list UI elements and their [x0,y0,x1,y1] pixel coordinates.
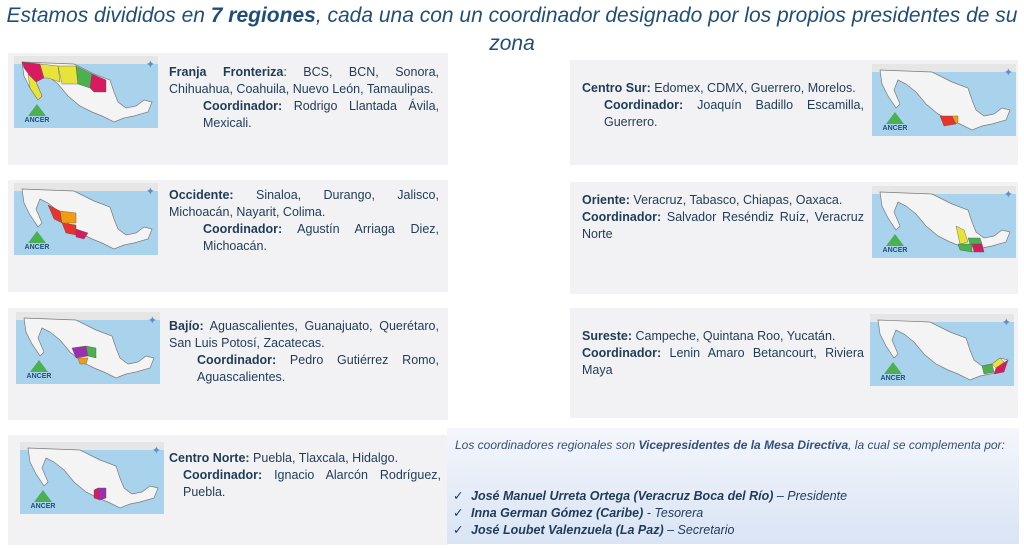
coordinator-label: Coordinador: [604,98,684,112]
coordinator-label: Coordinador: [183,468,263,482]
region-label: Centro Norte: [169,451,250,465]
check-icon: ✓ [453,523,464,537]
compass-icon: ✦ [145,59,155,71]
board-member: ✓ Inna German Gómez (Caribe) - Tesorera [453,506,704,520]
map-oriente [872,186,1016,258]
region-label: Occidente: [169,188,234,202]
ancer-logo-icon [886,112,904,124]
region-label: Franja Fronteriza [169,65,284,79]
ancer-logo-icon [34,490,52,502]
region-states: Campeche, Quintana Roo, Yucatán. [635,329,836,343]
region-label: Centro Sur: [582,81,651,95]
region-states: Puebla, Tlaxcala, Hidalgo. [253,451,399,465]
ancer-logo: ANCER [22,360,56,380]
board-members-list [453,488,847,539]
board-member: ✓ José Loubet Valenzuela (La Paz) – Secretario [453,523,735,537]
region-states: Aguascalientes, Guanajuato, Querétaro, San Luis Potosí, Zacatecas. [169,319,439,350]
ancer-logo: ANCER [878,234,912,254]
compass-icon: ✦ [151,445,161,457]
compass-icon: ✦ [1001,317,1011,329]
coordinator-name: Salvador Reséndiz Ruíz, Veracruz Norte [582,210,864,241]
ancer-logo-icon [30,360,48,372]
coordinator-name: Ignacio Alarcón Rodríguez, Puebla. [183,468,441,499]
compass-icon: ✦ [147,315,157,327]
region-franja-text: Franja Fronteriza: BCS, BCN, Sonora, Chihuahua, Coahuila, Nuevo León, Tamaulipas. Coordinador: Rodrigo Llantada Ávila, Mexicali. [169,65,439,130]
region-states: BCS, BCN, Sonora, Chihuahua, Coahuila, Nuevo León, Tamaulipas. [169,65,439,96]
ancer-logo-icon [886,234,904,246]
ancer-logo-icon [884,362,902,374]
region-centro-norte-text [169,450,441,501]
compass-icon: ✦ [1003,189,1013,201]
board-note [447,428,1019,544]
map-sureste [870,314,1014,386]
coordinator-name: Pedro Gutiérrez Romo, Aguascalientes. [197,353,439,384]
map-franja-fronteriza [14,56,158,128]
coordinator-name: Agustín Arriaga Diez, Michoacán. [203,222,439,253]
coordinator-label: Coordinador: [582,346,662,360]
ancer-logo: ANCER [20,231,54,251]
map-centro-norte [20,442,164,514]
compass-icon: ✦ [1003,67,1013,79]
ancer-logo: ANCER [20,104,54,124]
coordinator-label: Coordinador: [203,222,283,236]
ancer-logo: ANCER [26,490,60,510]
coordinator-label: Coordinador: [203,99,283,113]
coordinator-label: Coordinador: [582,210,662,224]
region-states: Sinaloa, Durango, Jalisco, Michoacán, Nayarit, Colima. [169,188,439,219]
map-bajio [16,312,160,384]
region-states: Edomex, CDMX, Guerrero, Morelos. [654,81,856,95]
coordinator-label: Coordinador: [197,353,277,367]
map-centro-sur [872,64,1016,136]
region-bajio-text [169,318,439,386]
compass-icon: ✦ [145,186,155,198]
ancer-logo: ANCER [876,362,910,382]
region-label: Sureste: [582,329,633,343]
region-states: Veracruz, Tabasco, Chiapas, Oaxaca. [633,193,843,207]
ancer-logo: ANCER [878,112,912,132]
coordinator-name: Rodrigo Llantada Ávila, Mexicali. [203,99,439,130]
coordinator-name: Joaquín Badillo Escamilla, Guerrero. [604,98,864,129]
region-label: Oriente: [582,193,630,207]
check-icon: ✓ [453,489,464,503]
region-label: Bajío: [169,319,204,333]
region-oriente-text [582,192,864,243]
map-occidente [14,183,158,255]
ancer-logo-icon [28,231,46,243]
region-occidente-text [169,187,439,255]
board-intro: Los coordinadores regionales son Vicepresidentes de la Mesa Directiva, la cual se complementa por: [455,438,1005,452]
check-icon: ✓ [453,506,464,520]
page-title: Estamos divididos en 7 regiones, cada una con un coordinador designado por los propios presidentes de su zona [6,4,1018,55]
coordinator-name: Lenin Amaro Betancourt, Riviera Maya [582,346,864,377]
region-centro-sur-text [582,80,864,131]
ancer-logo-icon [28,104,46,116]
board-member: ✓ José Manuel Urreta Ortega (Veracruz Boca del Río) – Presidente [453,489,848,503]
region-sureste-text [582,328,864,379]
